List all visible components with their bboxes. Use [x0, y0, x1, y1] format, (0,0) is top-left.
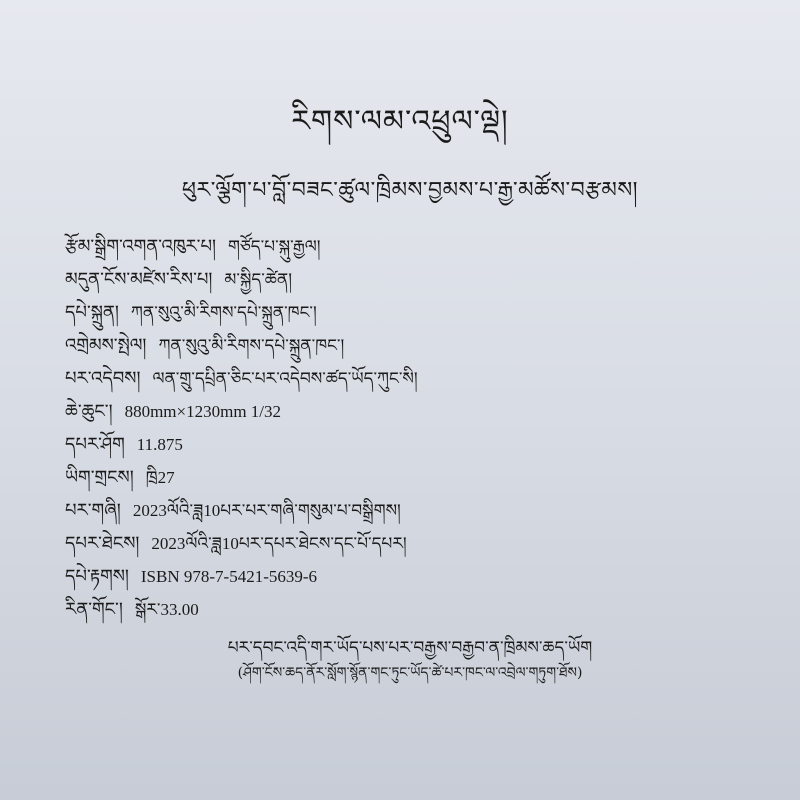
colophon-label: དཔར་ཐེངས།: [65, 533, 140, 554]
colophon-value: ཁྲི27: [145, 468, 175, 487]
colophon-label: མདུན་ངོས་མཛེས་རིས་པ།: [65, 269, 213, 290]
colophon-value: སྒོར་33.00: [134, 600, 199, 619]
colophon-label: པར་གཞི།: [65, 500, 121, 521]
colophon-info: [65, 230, 755, 626]
colophon-row: [65, 527, 755, 560]
colophon-value: 11.875: [136, 435, 183, 454]
colophon-value: 2023ལོའི་ཟླ10པར་པར་གཞི་གསུམ་པ་བསྒྲིགས།: [132, 501, 401, 520]
colophon-row: [65, 461, 755, 494]
colophon-value: ལན་གྲུ་དཔྲིན་ཅིང་པར་འདེབས་ཚད་ཡོད་ཀུང་སི།: [152, 369, 418, 388]
book-subtitle: ཕུར་ལྕོག་པ་བློ་བཟང་ཚུལ་ཁྲིམས་བྱམས་པ་རྒྱ་མཚོས་བརྩམས།: [181, 178, 639, 203]
colophon-row: [65, 329, 755, 362]
colophon-label: རིན་གོང་།: [65, 599, 123, 620]
colophon-label: དཔེ་སྐྲུན།: [65, 302, 119, 323]
colophon-row: [65, 494, 755, 527]
colophon-value: 2023ལོའི་ཟླ10པར་དཔར་ཐེངས་དང་པོ་དཔར།: [151, 534, 407, 553]
colophon-row: [65, 428, 755, 461]
colophon-row: [65, 560, 755, 593]
colophon-label: དཔར་ཤོག: [65, 434, 125, 455]
colophon-label: ཡིག་གྲངས།: [65, 467, 134, 488]
colophon-value: 880mm×1230mm 1/32: [124, 402, 282, 421]
colophon-value: ཀན་སུའུ་མི་རིགས་དཔེ་སྐྲུན་ཁང་།: [158, 336, 345, 355]
colophon-value: ISBN 978-7-5421-5639-6: [140, 567, 318, 586]
colophon-row: [65, 362, 755, 395]
colophon-label: རྩོམ་སྒྲིག་འགན་འཁུར་པ།: [65, 236, 216, 257]
book-title: རིགས་ལམ་འཕྲུལ་ལྡེ།: [291, 104, 509, 139]
colophon-row: [65, 263, 755, 296]
publisher-address: (ཤོག་ངོས་ཆད་ནོར་སློག་སྙོན་གང་ཏུང་ཡོད་ཚེ་པར་ཁང་ལ་འབྲེལ་གཏུག་ཐོས): [237, 665, 583, 681]
publisher-name: པར་དབང་འདི་གར་ཡོད་པས་པར་བརྒྱས་བརྒྱབ་ན་ཁྲིམས་ཆད་ཡོག: [227, 638, 593, 658]
colophon-value: ཀན་སུའུ་མི་རིགས་དཔེ་སྐྲུན་ཁང་།: [130, 303, 317, 322]
colophon-value: གཙོད་པ་སྐུ་རྒྱལ།: [227, 237, 321, 256]
colophon-label: འགྲེམས་སྤེལ།: [65, 335, 147, 356]
colophon-value: མ་སྐྱིད་ཚེན།: [224, 270, 292, 289]
colophon-label: ཆེ་ཆུང་།: [65, 401, 113, 422]
colophon-row: [65, 230, 755, 263]
colophon-row: [65, 296, 755, 329]
colophon-label: དཔེ་རྟགས།: [65, 566, 129, 587]
colophon-row: [65, 395, 755, 428]
colophon-row: [65, 593, 755, 626]
colophon-label: པར་འདེབས།: [65, 368, 141, 389]
